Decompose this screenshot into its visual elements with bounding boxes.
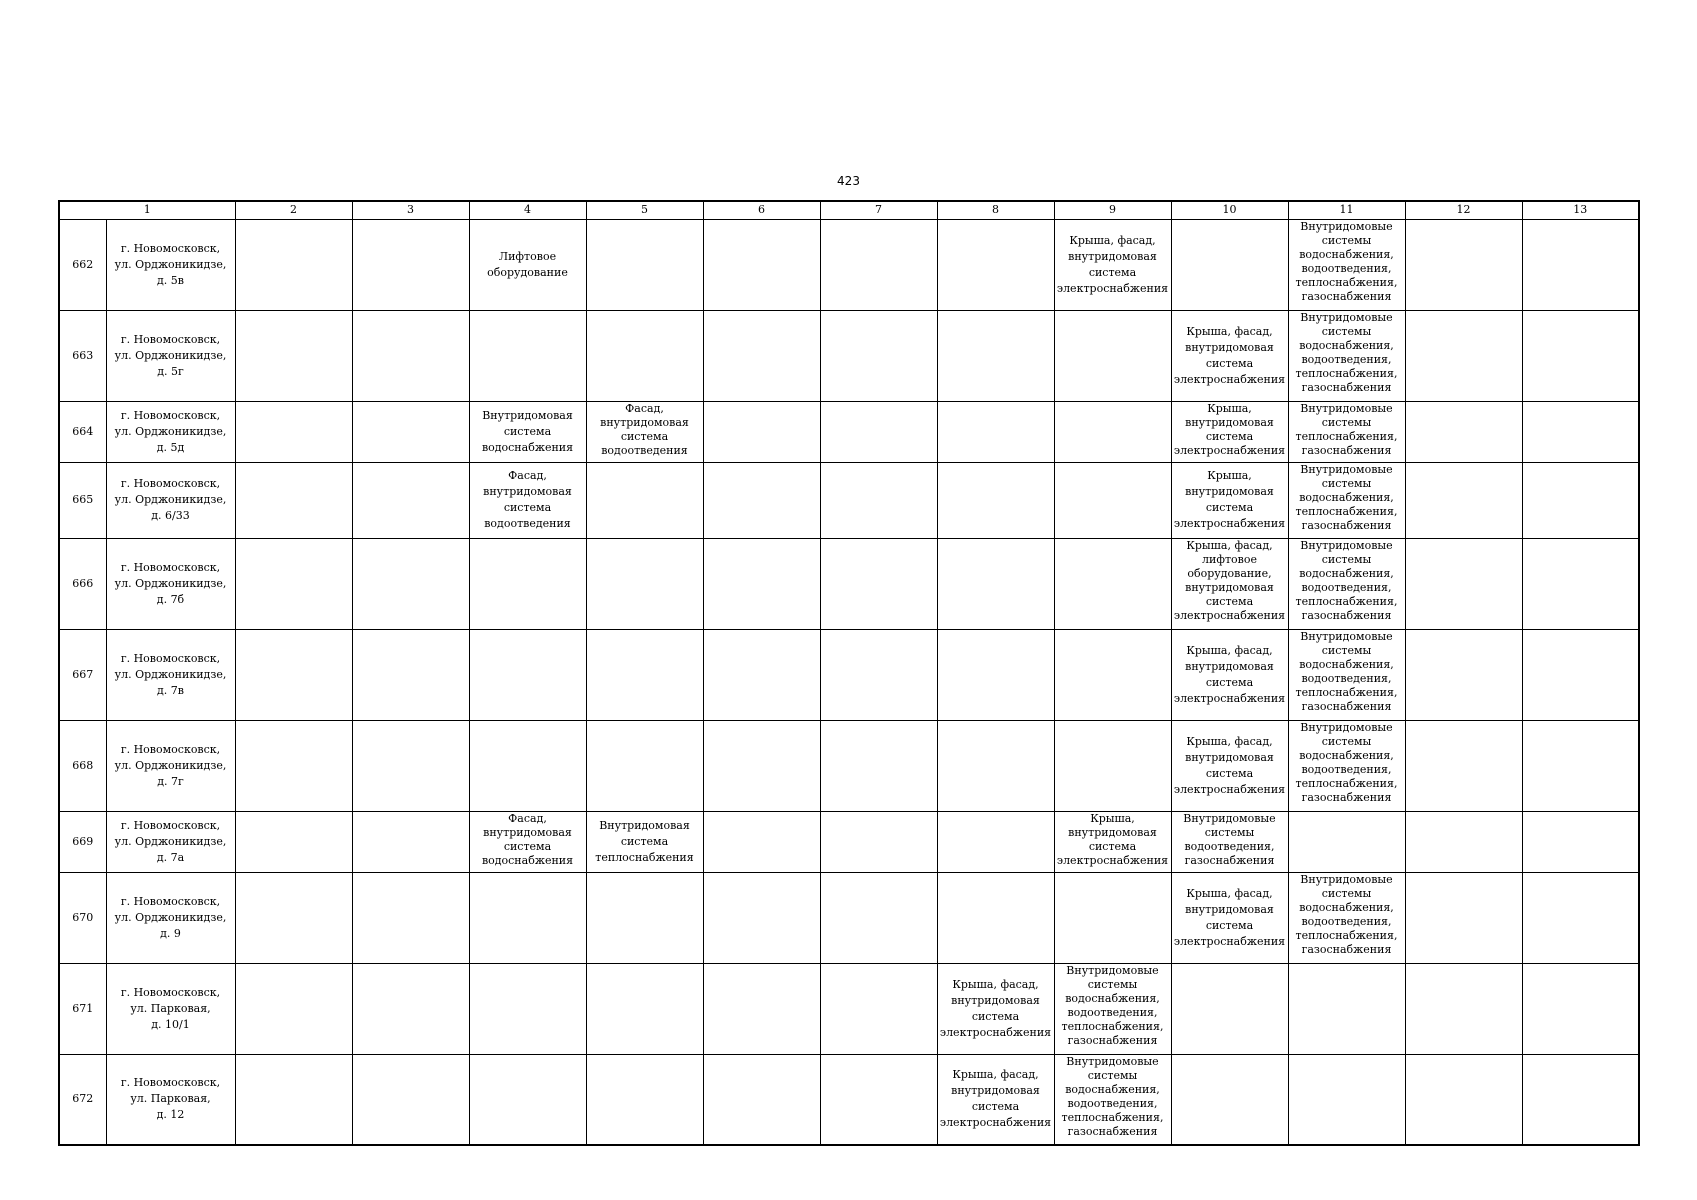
cell-col-12 [1405, 1054, 1522, 1145]
cell-col-9 [1054, 401, 1171, 462]
cell-col-7 [820, 963, 937, 1054]
column-header-7: 7 [820, 201, 937, 219]
cell-col-8 [937, 219, 1054, 310]
cell-col-8 [937, 872, 1054, 963]
header-row [59, 201, 1639, 219]
cell-col-9 [1054, 310, 1171, 401]
cell-col-13 [1522, 629, 1639, 720]
cell-col-2 [235, 462, 352, 538]
cell-col-7 [820, 1054, 937, 1145]
cell-col-3 [352, 219, 469, 310]
table-row [59, 538, 1639, 629]
cell-col-7 [820, 219, 937, 310]
cell-col-11: Внутридомовые системы водоснабжения, теплоснабжения, газоснабжения [1288, 462, 1405, 538]
cell-col-4: Фасад, внутридомовая система водоснабжения [469, 811, 586, 872]
cell-col-10: Крыша, фасад, лифтовое оборудование, внутридомовая система электроснабжения [1171, 538, 1288, 629]
cell-col-9: Внутридомовые системы водоснабжения, водоотведения, теплоснабжения, газоснабжения [1054, 963, 1171, 1054]
cell-col-13 [1522, 1054, 1639, 1145]
cell-col-13 [1522, 401, 1639, 462]
cell-col-5 [586, 1054, 703, 1145]
table-row [59, 963, 1639, 1054]
column-header-6: 6 [703, 201, 820, 219]
cell-col-6 [703, 462, 820, 538]
cell-col-4 [469, 629, 586, 720]
cell-col-12 [1405, 401, 1522, 462]
table-row [59, 1054, 1639, 1145]
cell-col-10 [1171, 963, 1288, 1054]
cell-col-11: Внутридомовые системы водоснабжения, водоотведения, теплоснабжения, газоснабжения [1288, 629, 1405, 720]
cell-col-9 [1054, 720, 1171, 811]
table-row [59, 629, 1639, 720]
cell-col-11: Внутридомовые системы водоснабжения, водоотведения, теплоснабжения, газоснабжения [1288, 310, 1405, 401]
address-cell: г. Новомосковск, ул. Орджоникидзе, д. 7а [106, 811, 235, 872]
cell-col-12 [1405, 811, 1522, 872]
cell-col-2 [235, 629, 352, 720]
column-header-9: 9 [1054, 201, 1171, 219]
table-row [59, 310, 1639, 401]
cell-col-9 [1054, 462, 1171, 538]
column-header-1: 1 [59, 201, 235, 219]
cell-col-2 [235, 401, 352, 462]
cell-col-5 [586, 310, 703, 401]
cell-col-2 [235, 720, 352, 811]
table-row [59, 462, 1639, 538]
cell-col-8 [937, 538, 1054, 629]
cell-col-11: Внутридомовые системы водоснабжения, водоотведения, теплоснабжения, газоснабжения [1288, 720, 1405, 811]
column-header-11: 11 [1288, 201, 1405, 219]
cell-col-2 [235, 310, 352, 401]
cell-col-8 [937, 720, 1054, 811]
cell-col-9: Крыша, внутридомовая система электроснабжения [1054, 811, 1171, 872]
cell-col-6 [703, 872, 820, 963]
cell-col-2 [235, 872, 352, 963]
cell-col-3 [352, 811, 469, 872]
cell-col-2 [235, 1054, 352, 1145]
cell-col-12 [1405, 462, 1522, 538]
cell-col-8 [937, 811, 1054, 872]
table-row [59, 872, 1639, 963]
cell-col-10: Крыша, фасад, внутридомовая система электроснабжения [1171, 872, 1288, 963]
cell-col-2 [235, 219, 352, 310]
cell-col-6 [703, 401, 820, 462]
cell-col-7 [820, 872, 937, 963]
cell-col-6 [703, 219, 820, 310]
address-cell: г. Новомосковск, ул. Орджоникидзе, д. 5д [106, 401, 235, 462]
row-number: 672 [59, 1054, 106, 1145]
address-cell: г. Новомосковск, ул. Парковая, д. 10/1 [106, 963, 235, 1054]
cell-col-5 [586, 963, 703, 1054]
row-number: 669 [59, 811, 106, 872]
cell-col-13 [1522, 811, 1639, 872]
cell-col-4: Внутридомовая система водоснабжения [469, 401, 586, 462]
cell-col-5 [586, 538, 703, 629]
cell-col-9: Крыша, фасад, внутридомовая система электроснабжения [1054, 219, 1171, 310]
repair-schedule-table [58, 200, 1640, 1146]
cell-col-8: Крыша, фасад, внутридомовая система электроснабжения [937, 1054, 1054, 1145]
cell-col-12 [1405, 538, 1522, 629]
cell-col-7 [820, 811, 937, 872]
cell-col-3 [352, 310, 469, 401]
page-number: 423 [837, 174, 860, 188]
cell-col-4 [469, 963, 586, 1054]
column-header-13: 13 [1522, 201, 1639, 219]
cell-col-3 [352, 462, 469, 538]
table-row [59, 401, 1639, 462]
cell-col-10: Внутридомовые системы водоотведения, газоснабжения [1171, 811, 1288, 872]
cell-col-4 [469, 538, 586, 629]
table-row [59, 219, 1639, 310]
cell-col-3 [352, 538, 469, 629]
cell-col-4 [469, 872, 586, 963]
address-cell: г. Новомосковск, ул. Орджоникидзе, д. 6/33 [106, 462, 235, 538]
column-header-2: 2 [235, 201, 352, 219]
cell-col-5 [586, 462, 703, 538]
cell-col-12 [1405, 963, 1522, 1054]
cell-col-13 [1522, 538, 1639, 629]
cell-col-11 [1288, 1054, 1405, 1145]
cell-col-7 [820, 629, 937, 720]
column-header-5: 5 [586, 201, 703, 219]
address-cell: г. Новомосковск, ул. Орджоникидзе, д. 5г [106, 310, 235, 401]
cell-col-10 [1171, 1054, 1288, 1145]
cell-col-13 [1522, 872, 1639, 963]
address-cell: г. Новомосковск, ул. Орджоникидзе, д. 7б [106, 538, 235, 629]
cell-col-6 [703, 811, 820, 872]
cell-col-4 [469, 1054, 586, 1145]
cell-col-11: Внутридомовые системы водоснабжения, водоотведения, теплоснабжения, газоснабжения [1288, 872, 1405, 963]
cell-col-2 [235, 811, 352, 872]
cell-col-3 [352, 963, 469, 1054]
cell-col-3 [352, 629, 469, 720]
cell-col-3 [352, 720, 469, 811]
row-number: 663 [59, 310, 106, 401]
row-number: 664 [59, 401, 106, 462]
cell-col-2 [235, 963, 352, 1054]
cell-col-6 [703, 720, 820, 811]
address-cell: г. Новомосковск, ул. Орджоникидзе, д. 7в [106, 629, 235, 720]
address-cell: г. Новомосковск, ул. Орджоникидзе, д. 9 [106, 872, 235, 963]
cell-col-13 [1522, 310, 1639, 401]
cell-col-13 [1522, 963, 1639, 1054]
cell-col-8: Крыша, фасад, внутридомовая система электроснабжения [937, 963, 1054, 1054]
cell-col-10: Крыша, фасад, внутридомовая система электроснабжения [1171, 310, 1288, 401]
cell-col-7 [820, 310, 937, 401]
cell-col-5: Фасад, внутридомовая система водоотведения [586, 401, 703, 462]
cell-col-8 [937, 629, 1054, 720]
cell-col-5 [586, 720, 703, 811]
cell-col-7 [820, 538, 937, 629]
row-number: 671 [59, 963, 106, 1054]
cell-col-6 [703, 963, 820, 1054]
column-header-10: 10 [1171, 201, 1288, 219]
cell-col-11: Внутридомовые системы теплоснабжения, газоснабжения [1288, 401, 1405, 462]
cell-col-12 [1405, 219, 1522, 310]
cell-col-13 [1522, 462, 1639, 538]
cell-col-8 [937, 401, 1054, 462]
cell-col-9 [1054, 629, 1171, 720]
cell-col-3 [352, 401, 469, 462]
cell-col-6 [703, 1054, 820, 1145]
address-cell: г. Новомосковск, ул. Орджоникидзе, д. 7г [106, 720, 235, 811]
cell-col-11 [1288, 963, 1405, 1054]
cell-col-5 [586, 629, 703, 720]
cell-col-7 [820, 462, 937, 538]
cell-col-8 [937, 310, 1054, 401]
cell-col-4: Фасад, внутридомовая система водоотведения [469, 462, 586, 538]
cell-col-9 [1054, 538, 1171, 629]
column-header-4: 4 [469, 201, 586, 219]
cell-col-4 [469, 310, 586, 401]
cell-col-10: Крыша, внутридомовая система электроснабжения [1171, 462, 1288, 538]
cell-col-6 [703, 538, 820, 629]
cell-col-12 [1405, 629, 1522, 720]
cell-col-3 [352, 872, 469, 963]
cell-col-10: Крыша, фасад, внутридомовая система электроснабжения [1171, 629, 1288, 720]
cell-col-12 [1405, 720, 1522, 811]
column-header-3: 3 [352, 201, 469, 219]
cell-col-5 [586, 872, 703, 963]
cell-col-10 [1171, 219, 1288, 310]
address-cell: г. Новомосковск, ул. Парковая, д. 12 [106, 1054, 235, 1145]
cell-col-6 [703, 629, 820, 720]
cell-col-11 [1288, 811, 1405, 872]
cell-col-5: Внутридомовая система теплоснабжения [586, 811, 703, 872]
column-header-8: 8 [937, 201, 1054, 219]
cell-col-2 [235, 538, 352, 629]
cell-col-8 [937, 462, 1054, 538]
cell-col-9: Внутридомовые системы водоснабжения, водоотведения, теплоснабжения, газоснабжения [1054, 1054, 1171, 1145]
cell-col-5 [586, 219, 703, 310]
cell-col-13 [1522, 219, 1639, 310]
cell-col-12 [1405, 872, 1522, 963]
cell-col-13 [1522, 720, 1639, 811]
row-number: 665 [59, 462, 106, 538]
cell-col-4: Лифтовое оборудование [469, 219, 586, 310]
cell-col-7 [820, 401, 937, 462]
column-header-12: 12 [1405, 201, 1522, 219]
row-number: 666 [59, 538, 106, 629]
cell-col-9 [1054, 872, 1171, 963]
cell-col-11: Внутридомовые системы водоснабжения, водоотведения, теплоснабжения, газоснабжения [1288, 538, 1405, 629]
cell-col-6 [703, 310, 820, 401]
cell-col-4 [469, 720, 586, 811]
row-number: 670 [59, 872, 106, 963]
table-row [59, 720, 1639, 811]
row-number: 662 [59, 219, 106, 310]
cell-col-11: Внутридомовые системы водоснабжения, водоотведения, теплоснабжения, газоснабжения [1288, 219, 1405, 310]
address-cell: г. Новомосковск, ул. Орджоникидзе, д. 5в [106, 219, 235, 310]
cell-col-10: Крыша, фасад, внутридомовая система электроснабжения [1171, 720, 1288, 811]
cell-col-12 [1405, 310, 1522, 401]
table-row [59, 811, 1639, 872]
row-number: 667 [59, 629, 106, 720]
cell-col-7 [820, 720, 937, 811]
cell-col-10: Крыша, внутридомовая система электроснабжения [1171, 401, 1288, 462]
cell-col-3 [352, 1054, 469, 1145]
row-number: 668 [59, 720, 106, 811]
